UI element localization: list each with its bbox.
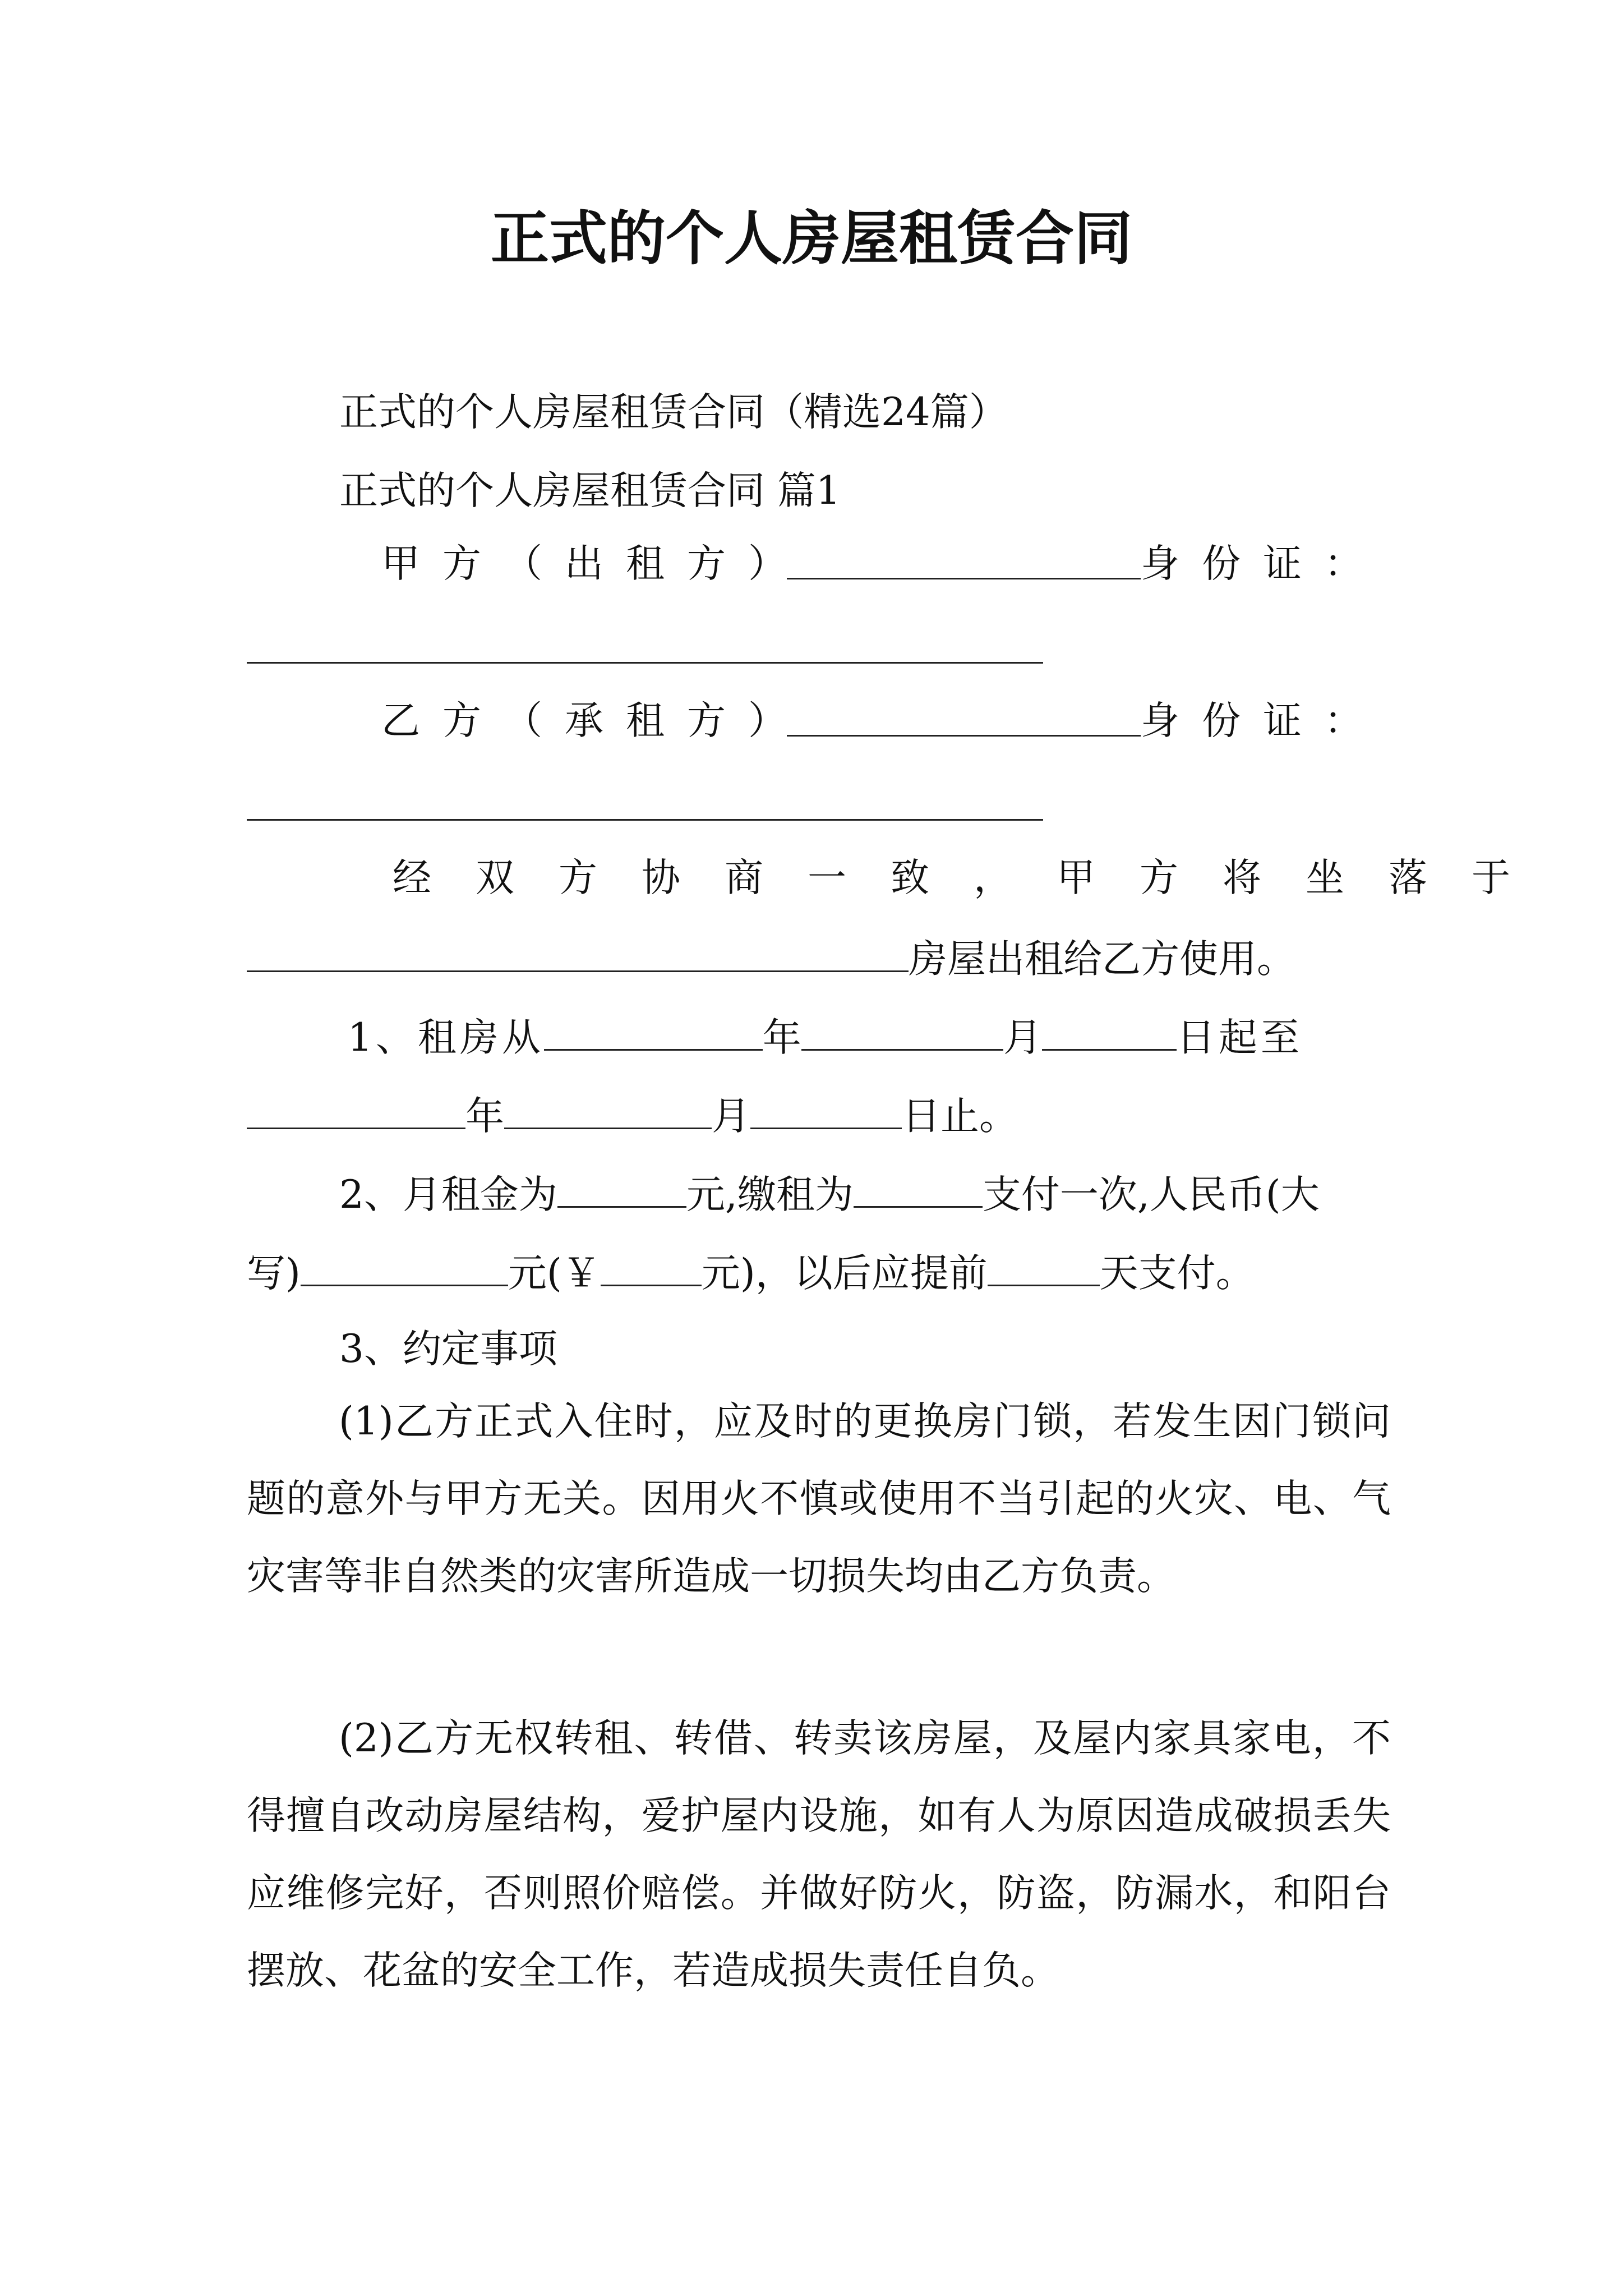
payment-period-blank: [854, 1167, 983, 1208]
party-b-name-blank: [787, 696, 1141, 737]
rent-in-words-blank: [301, 1245, 508, 1286]
clause-1: (1)乙方正式入住时，应及时的更换房门锁，若发生因门锁问题的意外与甲方无关。因用火不慎或使用不当引起的火灾、电、气灾害等非自然类的灾害所造成一切损失均由乙方负责。: [247, 1399, 1391, 1599]
rent-part-6: 元)，以后应提前: [701, 1251, 988, 1296]
agreement-intro: 经双方协商一致，甲方将坐落于: [393, 855, 1555, 900]
property-address-blank: [247, 931, 909, 972]
term-day-end: 日止。: [902, 1094, 1018, 1139]
start-month-blank: [801, 1010, 1003, 1051]
term-month: 月: [1003, 1015, 1042, 1060]
monthly-rent-blank: [557, 1167, 686, 1208]
agreement-line-2: [247, 931, 1295, 984]
start-day-blank: [1042, 1010, 1177, 1051]
term-prefix: 1、租房从: [348, 1015, 544, 1060]
party-a-id-label: 身份证：: [1141, 541, 1385, 586]
term-year-2: 年: [465, 1094, 504, 1139]
document-title: 正式的个人房屋租赁合同: [490, 204, 1132, 273]
rent-part-5: 元(￥: [508, 1251, 601, 1296]
party-b-id-blank: [247, 819, 1043, 821]
party-a-name-blank: [787, 539, 1141, 579]
term-year: 年: [762, 1015, 801, 1060]
start-year-blank: [544, 1010, 763, 1051]
rent-amount-blank: [601, 1245, 702, 1286]
party-b-label: 乙方（承租方）: [381, 698, 809, 743]
term-day-start: 日起至: [1176, 1015, 1303, 1060]
party-a-line: [381, 539, 1385, 589]
end-day-blank: [750, 1088, 902, 1129]
rent-part-4: 写): [247, 1251, 301, 1296]
rent-line-1: [339, 1167, 1320, 1220]
rent-line-2: [247, 1245, 1255, 1299]
document-subtitle: 正式的个人房屋租赁合同（精选24篇）: [339, 390, 1008, 435]
rent-part-1: 2、月租金为: [339, 1172, 557, 1217]
term-line-1: [348, 1010, 1303, 1063]
rent-part-7: 天支付。: [1099, 1251, 1255, 1296]
agreement-tail: 房屋出租给乙方使用。: [909, 937, 1295, 982]
party-a-label: 甲方（出租方）: [381, 541, 809, 586]
party-b-id-label: 身份证：: [1141, 698, 1385, 743]
rent-part-3: 支付一次,人民币(大: [982, 1172, 1320, 1217]
end-year-blank: [247, 1088, 465, 1129]
term-line-2: [247, 1088, 1018, 1142]
term-month-2: 月: [712, 1094, 750, 1139]
section-heading: 正式的个人房屋租赁合同 篇1: [339, 468, 841, 513]
party-b-line: [381, 696, 1385, 746]
matters-heading: 3、约定事项: [339, 1327, 557, 1372]
clause-2: (2)乙方无权转租、转借、转卖该房屋，及屋内家具家电，不得擅自改动房屋结构，爱护屋内设施，如有人为原因造成破损丢失应维修完好，否则照价赔偿。并做好防火，防盗，防漏水，和阳台摆放、花盆的安全工作，若造成损失责任自负。: [247, 1716, 1391, 1993]
advance-days-blank: [988, 1245, 1100, 1286]
end-month-blank: [504, 1088, 712, 1129]
rent-part-2: 元,缴租为: [686, 1172, 854, 1217]
party-a-id-blank: [247, 662, 1043, 664]
